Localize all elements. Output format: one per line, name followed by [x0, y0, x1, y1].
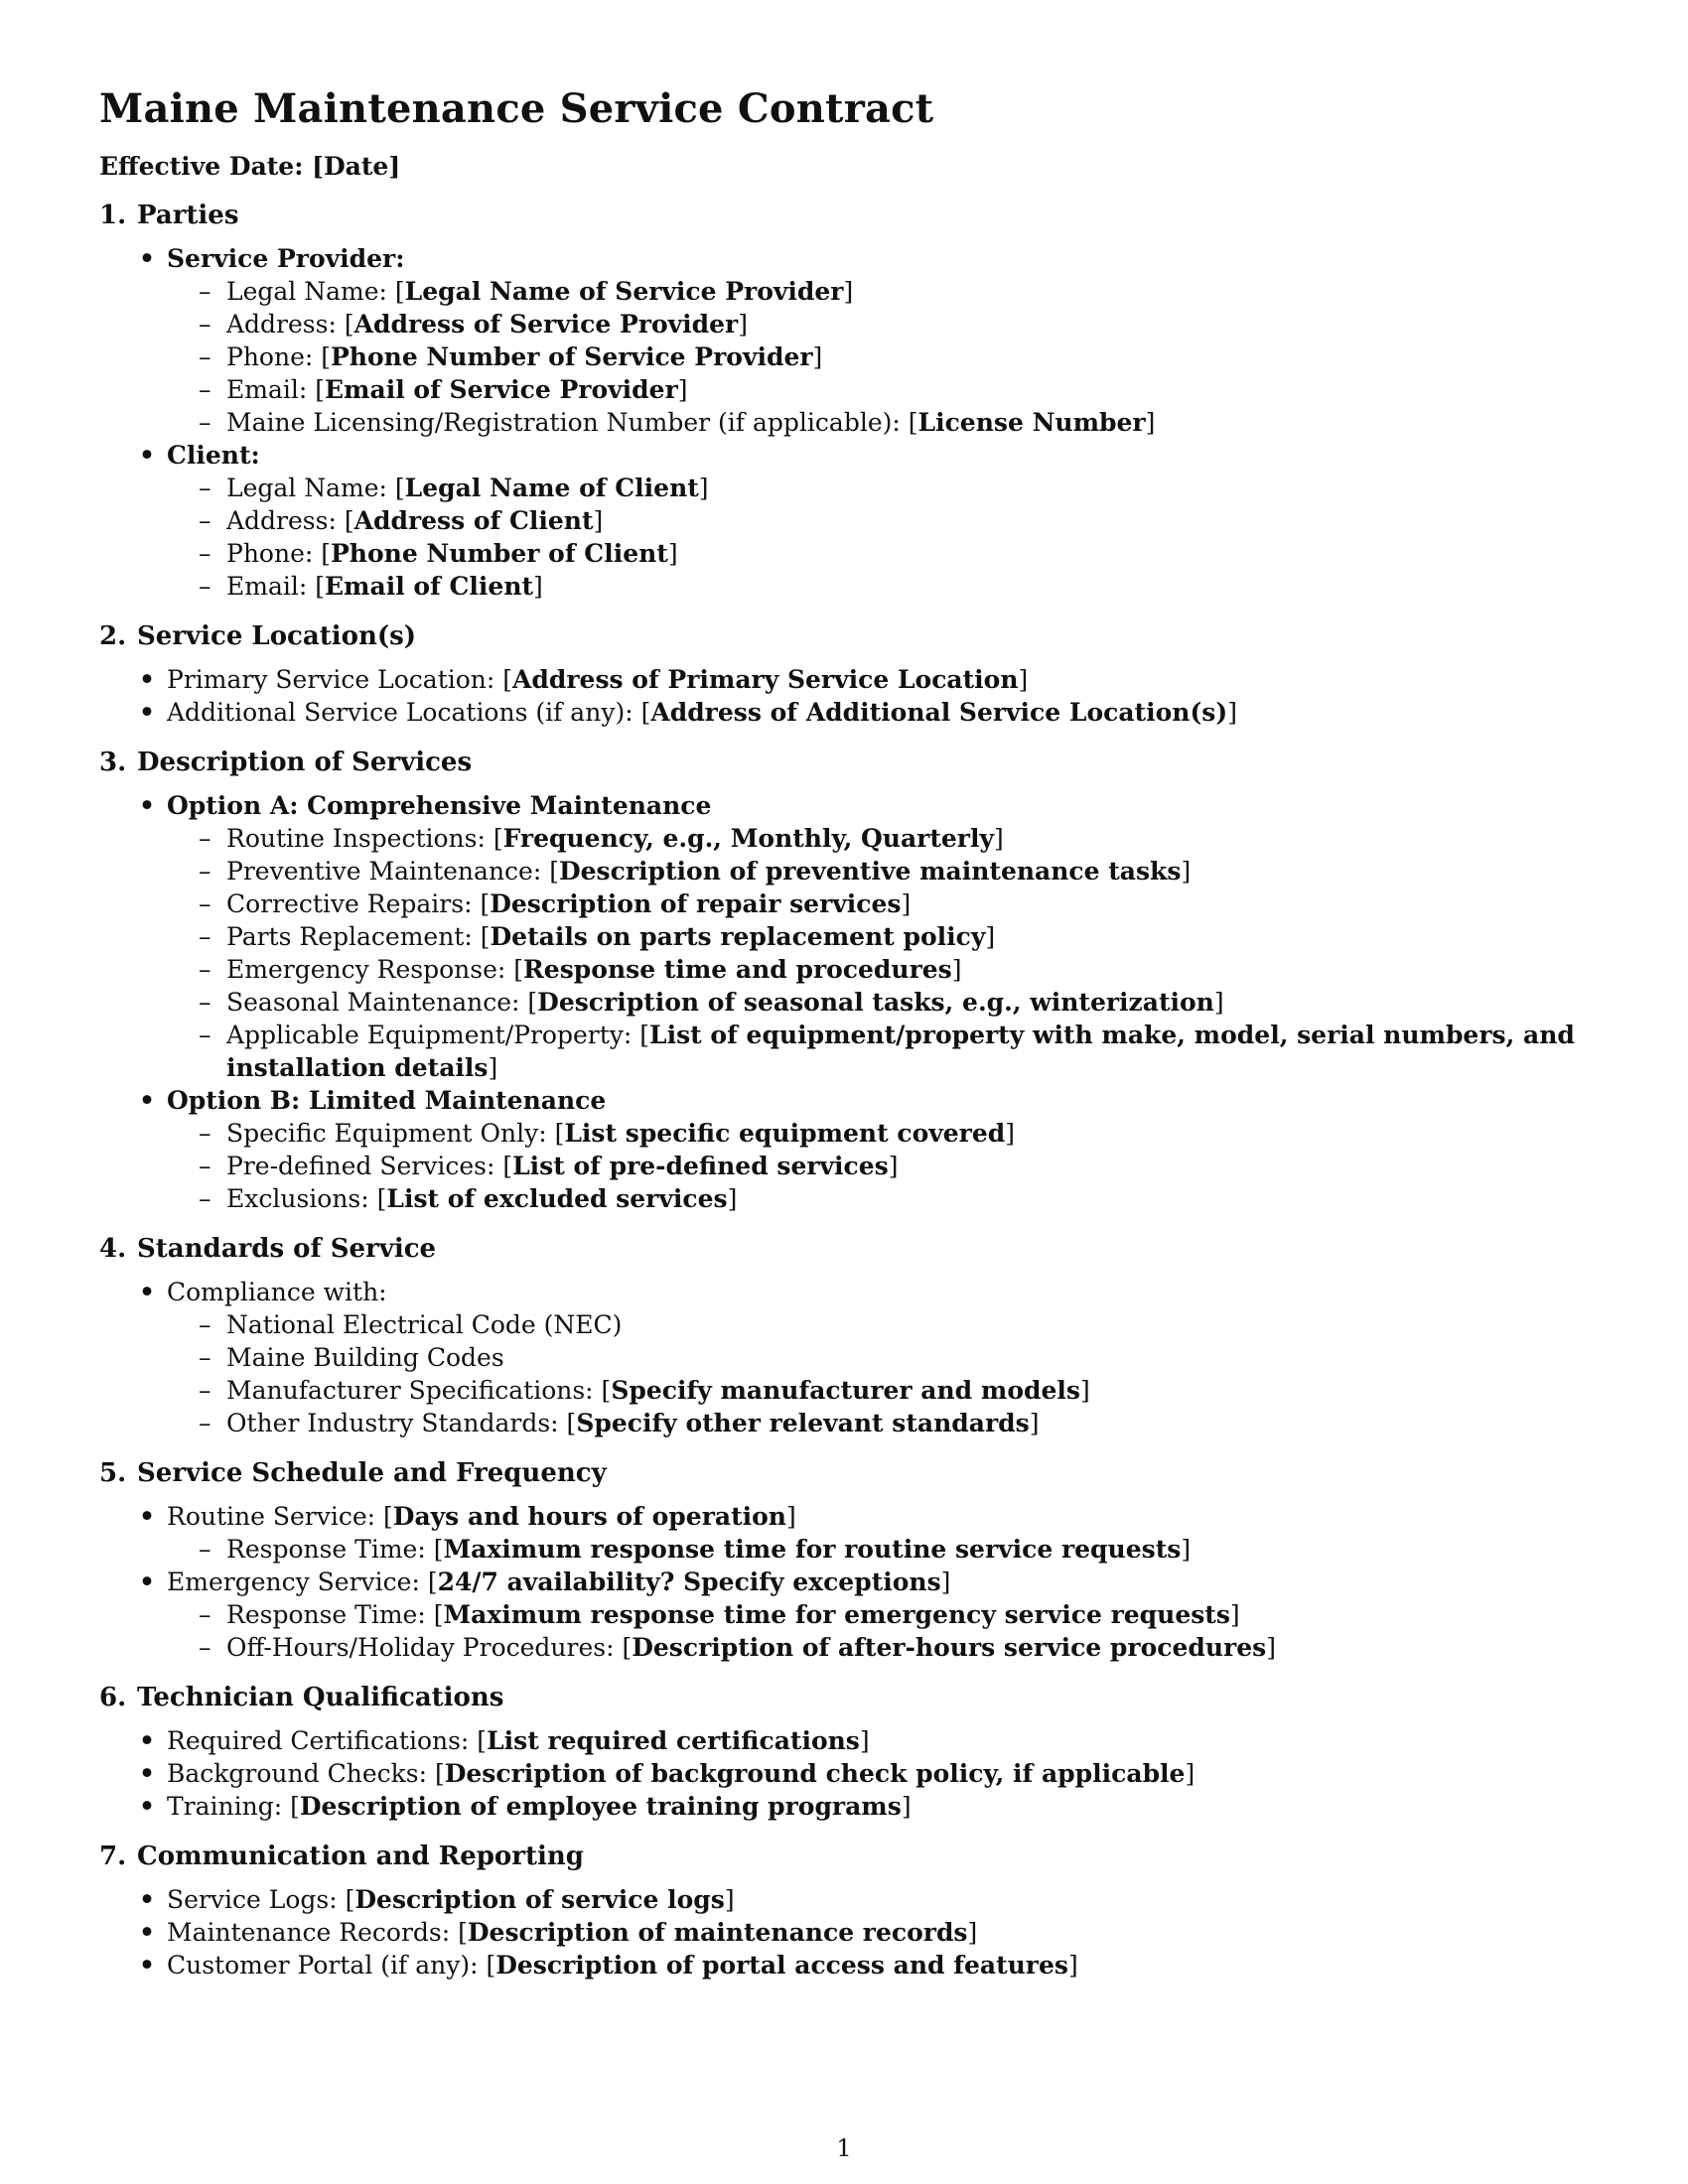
list-item: • Required Certifications: [List required certifications] [137, 1724, 1589, 1757]
effective-date-label: Effective Date: [99, 152, 304, 181]
section-standards-of-service [99, 1234, 1589, 1439]
sub-item-label: Manufacturer Specifications: [226, 1376, 594, 1405]
sub-list [167, 275, 1589, 439]
sub-item-value: List of pre-defined services [512, 1152, 889, 1180]
section-title: Service Schedule and Frequency [137, 1458, 607, 1488]
sub-list-item: – Legal Name: [Legal Name of Service Provider] [197, 275, 1589, 308]
sub-list [167, 1308, 1589, 1439]
bullet-list [99, 1276, 1589, 1439]
sub-item-label: Routine Inspections: [226, 824, 486, 853]
sub-list-item: – Email: [Email of Service Provider] [197, 373, 1589, 406]
sub-item-value: Description of after-hours service procedures [632, 1633, 1267, 1662]
contract-page [99, 85, 1589, 2000]
sub-item-label: Off-Hours/Holiday Procedures: [226, 1633, 615, 1662]
sub-item-value: Legal Name of Service Provider [404, 277, 844, 306]
sub-list-item: – Other Industry Standards: [Specify other relevant standards] [197, 1407, 1589, 1439]
item-label: Option A: Comprehensive Maintenance [167, 791, 712, 820]
section-heading [99, 1842, 1589, 1871]
sub-item-value: Description of repair services [490, 889, 902, 918]
sub-item-value: Address of Client [353, 506, 594, 535]
sub-list [167, 822, 1589, 1084]
bullet-list [99, 1500, 1589, 1664]
section-number: 5. [99, 1458, 127, 1488]
sub-item-value: List of excluded services [386, 1184, 728, 1213]
list-item [137, 1276, 1589, 1439]
item-value: 24/7 availability? Specify exceptions [437, 1568, 941, 1596]
item-value: List required certifications [487, 1726, 860, 1755]
sub-list-item: – Response Time: [Maximum response time for routine service requests] [197, 1533, 1589, 1566]
sub-item-value: Response time and procedures [523, 955, 952, 984]
sub-list-item: – Legal Name: [Legal Name of Client] [197, 472, 1589, 504]
sub-item-value: Email of Client [324, 572, 534, 601]
item-value: Description of maintenance records [467, 1918, 968, 1947]
section-title: Description of Services [137, 748, 473, 777]
section-communication-and-reporting [99, 1842, 1589, 1981]
section-title: Standards of Service [137, 1234, 437, 1264]
item-value: Description of background check policy, if applicable [444, 1759, 1186, 1788]
section-number: 1. [99, 201, 127, 230]
sub-item-label: Maine Licensing/Registration Number (if applicable): [226, 408, 901, 437]
sub-item-value: Legal Name of Client [404, 474, 699, 502]
sub-item-label: Legal Name: [226, 277, 387, 306]
section-heading [99, 201, 1589, 230]
sub-list-item: – Applicable Equipment/Property: [List of equipment/property with make, model, serial numbers, and installation details] [197, 1019, 1589, 1084]
section-heading [99, 748, 1589, 777]
sub-item-label: Address: [226, 310, 337, 339]
sub-item-value: Frequency, e.g., Monthly, Quarterly [502, 824, 994, 853]
section-title: Service Location(s) [137, 621, 417, 651]
item-label: Compliance with: [167, 1278, 387, 1306]
item-value: Address of Primary Service Location [512, 665, 1019, 694]
sub-item-label: Response Time: [226, 1600, 426, 1629]
sub-list-item: – Phone: [Phone Number of Client] [197, 537, 1589, 570]
section-technician-qualifications [99, 1683, 1589, 1823]
sub-item-value: Specify manufacturer and models [611, 1376, 1080, 1405]
sub-list-item: – Parts Replacement: [Details on parts replacement policy] [197, 920, 1589, 953]
sub-list-item: – Phone: [Phone Number of Service Provider] [197, 341, 1589, 373]
sub-item-label: Phone: [226, 539, 314, 568]
sub-item-label: Parts Replacement: [226, 922, 473, 951]
sub-item-label: Corrective Repairs: [226, 889, 473, 918]
page-number: 1 [836, 2134, 852, 2162]
sub-list-item [197, 1341, 1589, 1374]
list-item: • Service Logs: [Description of service logs] [137, 1883, 1589, 1916]
sub-list-item: – Email: [Email of Client] [197, 570, 1589, 603]
bullet-list [99, 789, 1589, 1215]
item-label: Required Certifications: [167, 1726, 470, 1755]
item-value: Description of portal access and features [495, 1951, 1068, 1979]
sub-item-label: Email: [226, 572, 308, 601]
sub-item-label: Response Time: [226, 1535, 426, 1564]
list-item: • Emergency Service: [24/7 availability? Specify exceptions] – Response Time: [Maximum response time for emergency service requests] – Off-Hours/Holiday Procedures: [Description of after-hours service procedures] [137, 1566, 1589, 1664]
sub-list-item: – Address: [Address of Service Provider] [197, 308, 1589, 341]
sub-list [167, 1533, 1589, 1566]
section-heading [99, 621, 1589, 651]
sub-item-label: Maine Building Codes [226, 1343, 504, 1372]
sub-list-item: – Emergency Response: [Response time and procedures] [197, 953, 1589, 986]
item-label: Maintenance Records: [167, 1918, 451, 1947]
sub-item-label: Emergency Response: [226, 955, 506, 984]
sub-list [167, 1117, 1589, 1215]
sub-list-item: – Response Time: [Maximum response time for emergency service requests] [197, 1598, 1589, 1631]
sub-list [167, 1598, 1589, 1664]
sub-list-item: – Preventive Maintenance: [Description of preventive maintenance tasks] [197, 855, 1589, 887]
bullet-list [99, 242, 1589, 603]
sub-item-label: Email: [226, 375, 308, 404]
bullet-list [99, 663, 1589, 729]
sub-item-value: Address of Service Provider [353, 310, 739, 339]
sub-list-item: – Specific Equipment Only: [List specific equipment covered] [197, 1117, 1589, 1150]
sub-item-label: Address: [226, 506, 337, 535]
bullet-list [99, 1883, 1589, 1981]
section-heading [99, 1458, 1589, 1488]
item-value: Description of employee training programs [299, 1792, 902, 1821]
sub-list-item: – Off-Hours/Holiday Procedures: [Description of after-hours service procedures] [197, 1631, 1589, 1664]
list-item [137, 439, 1589, 603]
sub-list-item: – Pre-defined Services: [List of pre-defined services] [197, 1150, 1589, 1182]
section-heading [99, 1683, 1589, 1712]
sub-list-item: – Manufacturer Specifications: [Specify manufacturer and models] [197, 1374, 1589, 1407]
sub-item-label: Seasonal Maintenance: [226, 988, 520, 1017]
sub-list-item: – Routine Inspections: [Frequency, e.g., Monthly, Quarterly] [197, 822, 1589, 855]
item-value: Address of Additional Service Location(s) [650, 698, 1228, 727]
sub-item-label: National Electrical Code (NEC) [226, 1310, 623, 1339]
section-number: 7. [99, 1842, 127, 1871]
section-number: 4. [99, 1234, 127, 1264]
list-item: • Maintenance Records: [Description of maintenance records] [137, 1916, 1589, 1949]
list-item: • Customer Portal (if any): [Description of portal access and features] [137, 1949, 1589, 1981]
sub-item-label: Pre-defined Services: [226, 1152, 495, 1180]
sub-item-value: Description of preventive maintenance tasks [558, 857, 1182, 886]
sub-item-label: Specific Equipment Only: [226, 1119, 547, 1148]
sub-list-item: – Address: [Address of Client] [197, 504, 1589, 537]
effective-date [99, 152, 1589, 181]
contract-sections [99, 201, 1589, 1981]
section-heading [99, 1234, 1589, 1264]
item-label: Additional Service Locations (if any): [167, 698, 633, 727]
effective-date-value: [Date] [312, 152, 401, 181]
list-item: • Routine Service: [Days and hours of operation] – Response Time: [Maximum response time for routine service requests] [137, 1500, 1589, 1566]
list-item [137, 789, 1589, 1084]
sub-item-value: Phone Number of Service Provider [331, 342, 813, 371]
item-label: Option B: Limited Maintenance [167, 1086, 607, 1115]
item-label: Primary Service Location: [167, 665, 495, 694]
list-item [137, 242, 1589, 439]
sub-item-value: License Number [917, 408, 1146, 437]
section-title: Communication and Reporting [137, 1842, 584, 1871]
list-item [137, 1084, 1589, 1215]
item-label: Routine Service: [167, 1502, 376, 1531]
sub-item-label: Exclusions: [226, 1184, 369, 1213]
sub-item-value: List of equipment/property with make, model, serial numbers, and installation details [226, 1021, 1575, 1082]
sub-list-item: – Seasonal Maintenance: [Description of seasonal tasks, e.g., winterization] [197, 986, 1589, 1019]
section-description-of-services [99, 748, 1589, 1215]
section-parties [99, 201, 1589, 603]
item-label: Customer Portal (if any): [167, 1951, 479, 1979]
sub-item-label: Legal Name: [226, 474, 387, 502]
item-value: Description of service logs [354, 1885, 725, 1914]
item-label: Background Checks: [167, 1759, 428, 1788]
sub-list [167, 472, 1589, 603]
sub-list-item: – Corrective Repairs: [Description of repair services] [197, 887, 1589, 920]
sub-item-value: Email of Service Provider [324, 375, 678, 404]
section-number: 2. [99, 621, 127, 651]
section-service-schedule-and-frequency [99, 1458, 1589, 1664]
sub-item-value: Specify other relevant standards [576, 1409, 1030, 1437]
item-label: Client: [167, 441, 260, 470]
section-number: 3. [99, 748, 127, 777]
sub-item-value: Maximum response time for routine service requests [443, 1535, 1182, 1564]
sub-item-value: Description of seasonal tasks, e.g., winterization [537, 988, 1214, 1017]
list-item: • Additional Service Locations (if any): [Address of Additional Service Location(s)] [137, 696, 1589, 729]
sub-list-item: – Exclusions: [List of excluded services] [197, 1182, 1589, 1215]
item-label: Service Provider: [167, 244, 405, 273]
list-item: • Background Checks: [Description of background check policy, if applicable] [137, 1757, 1589, 1790]
sub-list-item [197, 1308, 1589, 1341]
sub-item-label: Applicable Equipment/Property: [226, 1021, 633, 1049]
sub-item-value: Maximum response time for emergency service requests [443, 1600, 1230, 1629]
sub-item-label: Other Industry Standards: [226, 1409, 559, 1437]
item-label: Training: [167, 1792, 283, 1821]
section-title: Technician Qualifications [137, 1683, 504, 1712]
section-number: 6. [99, 1683, 127, 1712]
sub-item-value: Details on parts replacement policy [490, 922, 986, 951]
section-title: Parties [137, 201, 239, 230]
section-service-location-s [99, 621, 1589, 729]
item-label: Emergency Service: [167, 1568, 420, 1596]
bullet-list [99, 1724, 1589, 1823]
item-value: Days and hours of operation [392, 1502, 786, 1531]
page-title: Maine Maintenance Service Contract [99, 85, 934, 132]
list-item: • Primary Service Location: [Address of Primary Service Location] [137, 663, 1589, 696]
sub-list-item: – Maine Licensing/Registration Number (if applicable): [License Number] [197, 406, 1589, 439]
item-label: Service Logs: [167, 1885, 338, 1914]
list-item: • Training: [Description of employee training programs] [137, 1790, 1589, 1823]
sub-item-value: List specific equipment covered [564, 1119, 1006, 1148]
sub-item-label: Preventive Maintenance: [226, 857, 542, 886]
sub-item-value: Phone Number of Client [331, 539, 668, 568]
sub-item-label: Phone: [226, 342, 314, 371]
